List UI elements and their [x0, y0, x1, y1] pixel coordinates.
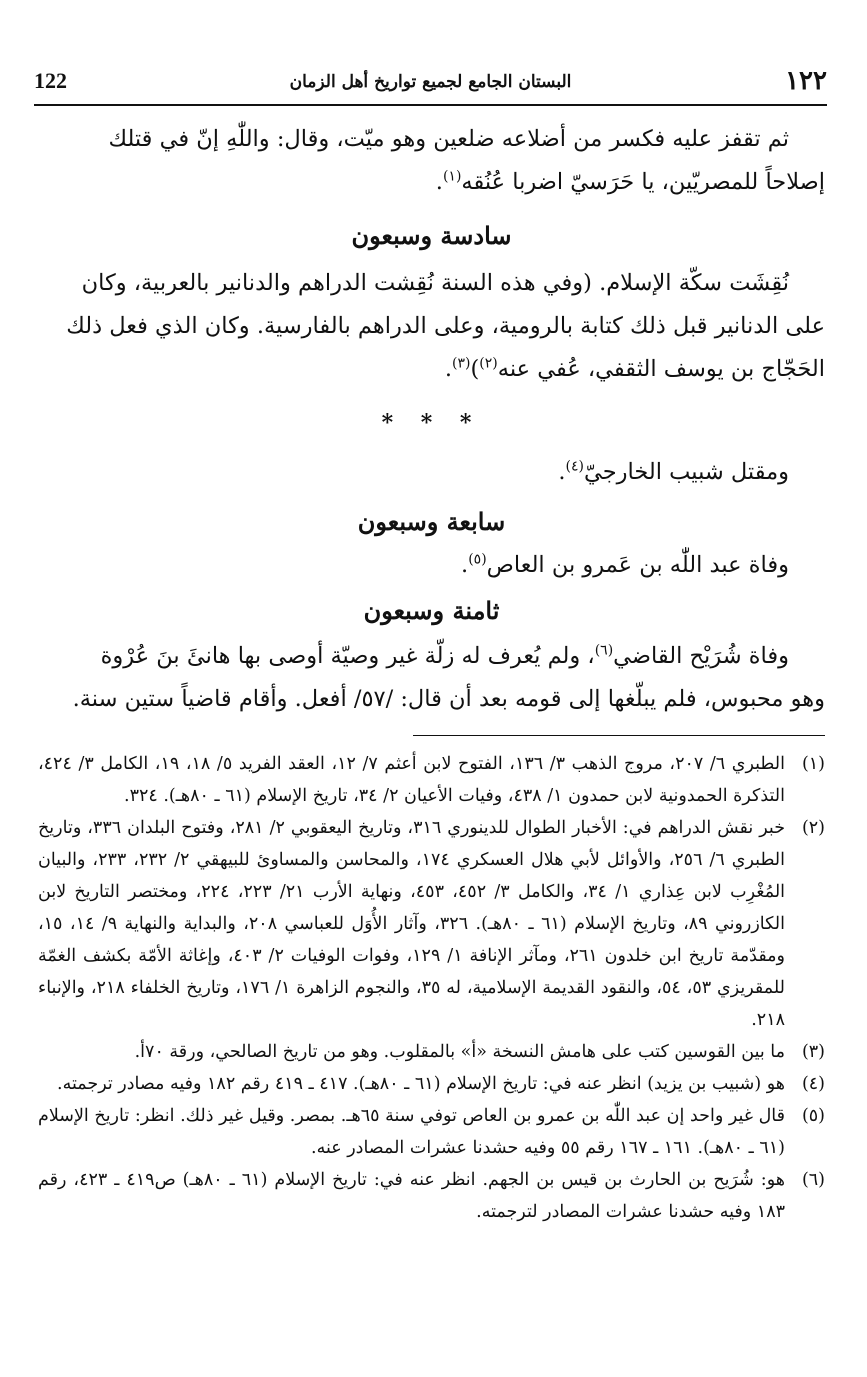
page-header	[34, 64, 827, 106]
shurayh-text-a: وفاة شُرَيْح القاضي	[613, 643, 789, 669]
footnote-3	[38, 1036, 825, 1068]
footnote-number: (٤)	[801, 1074, 825, 1094]
shurayh-text-b: ، ولم يُعرف له زلّة غير وصيّة أوصى بها هانئَ بنَ عُرْوة	[100, 643, 595, 669]
amr-line: وفاة عبد اللّٰه بن عَمرو بن العاص$^{(٥)}$.	[461, 551, 789, 578]
shabib-line: ومقتل شبيب الخارجيّ$^{(٤)}$.	[558, 458, 789, 485]
coin-close-paren: )	[470, 356, 480, 382]
footnote-ref-3[interactable]: (٣)	[452, 355, 471, 372]
main-text	[38, 118, 825, 721]
heading-year-78: ثامنة وسبعون	[363, 596, 500, 625]
footnote-2	[38, 812, 825, 1036]
footnote-number: (٦)	[801, 1170, 825, 1190]
shurayh-line-2: وهو محبوس، فلم يبلّغها إلى قومه بعد أن قال: /٥٧/ أفعل. وأقام قاضياً ستين سنة.	[72, 686, 825, 712]
section-separator-stars: * * *	[381, 410, 482, 436]
amr-text: وفاة عبد اللّٰه بن عَمرو بن العاص	[486, 552, 789, 578]
coin-line-2: على الدنانير قبل ذلك كتابة بالرومية، وعلى الدراهم بالفارسية. وكان الذي فعل ذلك	[66, 313, 825, 339]
footnote-ref-5[interactable]: (٥)	[468, 551, 487, 568]
footnote-5	[38, 1100, 825, 1164]
footnote-text: هو: شُرَيح بن الحارث بن قيس بن الجهم. انظر عنه في: تاريخ الإسلام (٦١ ـ ٨٠هـ) ص٤١٩ ـ ٤٢٣، رقم ١٨٣ وفيه حشدنا عشرات المصادر لترجمته.	[38, 1170, 785, 1222]
page-number-arabic: ١٢٢	[785, 66, 827, 96]
footnote-number: (٣)	[801, 1042, 825, 1062]
footnote-4	[38, 1068, 825, 1100]
footnote-divider	[413, 735, 825, 736]
footnote-6	[38, 1164, 825, 1228]
running-title: البستان الجامع لجميع تواريخ أهل الزمان	[289, 72, 572, 92]
footnote-ref-1[interactable]: (١)	[442, 168, 462, 185]
footnote-number: (٢)	[801, 818, 825, 838]
coin-text: الحَجّاج بن يوسف الثقفي، عُفي عنه	[497, 356, 825, 382]
heading-year-76: سادسة وسبعون	[351, 221, 512, 250]
footnote-text: قال غير واحد إن عبد اللّٰه بن عمرو بن العاص توفي سنة ٦٥هـ. بمصر. وقيل غير ذلك. انظر: تاريخ الإسلام (٦١ ـ ٨٠هـ). ١٦١ ـ ١٦٧ رقم ٥٥ وفيه حشدنا عشرات المصادر عنه.	[38, 1106, 785, 1158]
footnote-ref-2[interactable]: (٢)	[479, 355, 498, 372]
intro-line-1: ثم تقفز عليه فكسر من أضلاعه ضلعين وهو ميّت، وقال: واللّٰهِ إنّ في قتلك	[108, 126, 789, 152]
intro-text: إصلاحاً للمصريّين، يا حَرَسيّ اضربا عُنُقه	[461, 169, 825, 195]
footnote-ref-6[interactable]: (٦)	[594, 642, 614, 659]
footnote-number: (١)	[801, 754, 825, 774]
footnote-ref-4[interactable]: (٤)	[565, 458, 585, 475]
footnote-text: ما بين القوسين كتب على هامش النسخة «أ» بالمقلوب. وهو من تاريخ الصالحي، ورقة ٧٠أ.	[134, 1042, 785, 1062]
footnote-number: (٥)	[801, 1106, 825, 1126]
footnote-text: خبر نقش الدراهم في: الأخبار الطوال للدينوري ٣١٦، وتاريخ اليعقوبي ٢/ ٢٨١، وفتوح البلدان ٣٣٦، وتاريخ الطبري ٦/ ٢٥٦، والأوائل لأبي هلال العسكري ١٧٤، والمحاسن والمساوئ للبيهقي ٢/ ٢٣٢، ٢٣٣، والبيان المُغْرِب لابن عِذاري ١/ ٣٤، والكامل ٣/ ٤٥٢، ٤٥٣، ونهاية الأرب ٢١/ ٢٢٣، ٢٢٤، ومختصر التاريخ لابن الكازروني ٨٩، وتاريخ الإسلام (٦١ ـ ٨٠هـ). ٣٢٦، وآثار الأُوَل للعباسي ٢٠٨، والبداية والنهاية ٩/ ١٤، ١٥، ومقدّمة تاريخ ابن خلدون ٢٦١، ومآثر الإنافة ١/ ١٢٩، وفوات الوفيات ٢/ ٤٠٣، وإغاثة الأمّة بكشف الغمّة للمقريزي ٥٣، ٥٤، والنقود القديمة الإسلامية، له ٣٥، والنجوم الزاهرة ١/ ١٧٦، وتاريخ الخلفاء ٢١٨، والإنباء ٢١٨.	[38, 818, 786, 1030]
footnote-text: هو (شبيب بن يزيد) انظر عنه في: تاريخ الإسلام (٦١ ـ ٨٠هـ). ٤١٧ ـ ٤١٩ رقم ١٨٢ وفيه مصادر ترجمته.	[57, 1074, 785, 1094]
shabib-text: ومقتل شبيب الخارجيّ	[584, 459, 789, 485]
shurayh-line-1	[38, 635, 825, 678]
footnotes	[38, 748, 825, 1228]
coin-line-3: الحَجّاج بن يوسف الثقفي، عُفي عنه$^{(٢)}$)$^{(٣)}$.	[444, 355, 825, 382]
intro-line-2: إصلاحاً للمصريّين، يا حَرَسيّ اضربا عُنُقه$^{(١)}$.	[435, 168, 825, 195]
footnote-1	[38, 748, 825, 812]
coin-line-1: نُقِشَت سكّة الإسلام. (وفي هذه السنة نُقِشت الدراهم والدنانير بالعربية، وكان	[81, 270, 789, 296]
heading-year-77: سابعة وسبعون	[357, 507, 506, 536]
footnote-text: الطبري ٦/ ٢٠٧، مروج الذهب ٣/ ١٣٦، الفتوح لابن أعثم ٧/ ١٢، العقد الفريد ٥/ ١٨، ١٩، الكامل ٣/ ٤٢٤، التذكرة الحمدونية لابن حمدون ١/ ٤٣٨، وفيات الأعيان ٢/ ٣٤، تاريخ الإسلام (٦١ ـ ٨٠هـ). ٣٢٤.	[38, 754, 785, 806]
page-number-latin: 122	[34, 68, 67, 93]
